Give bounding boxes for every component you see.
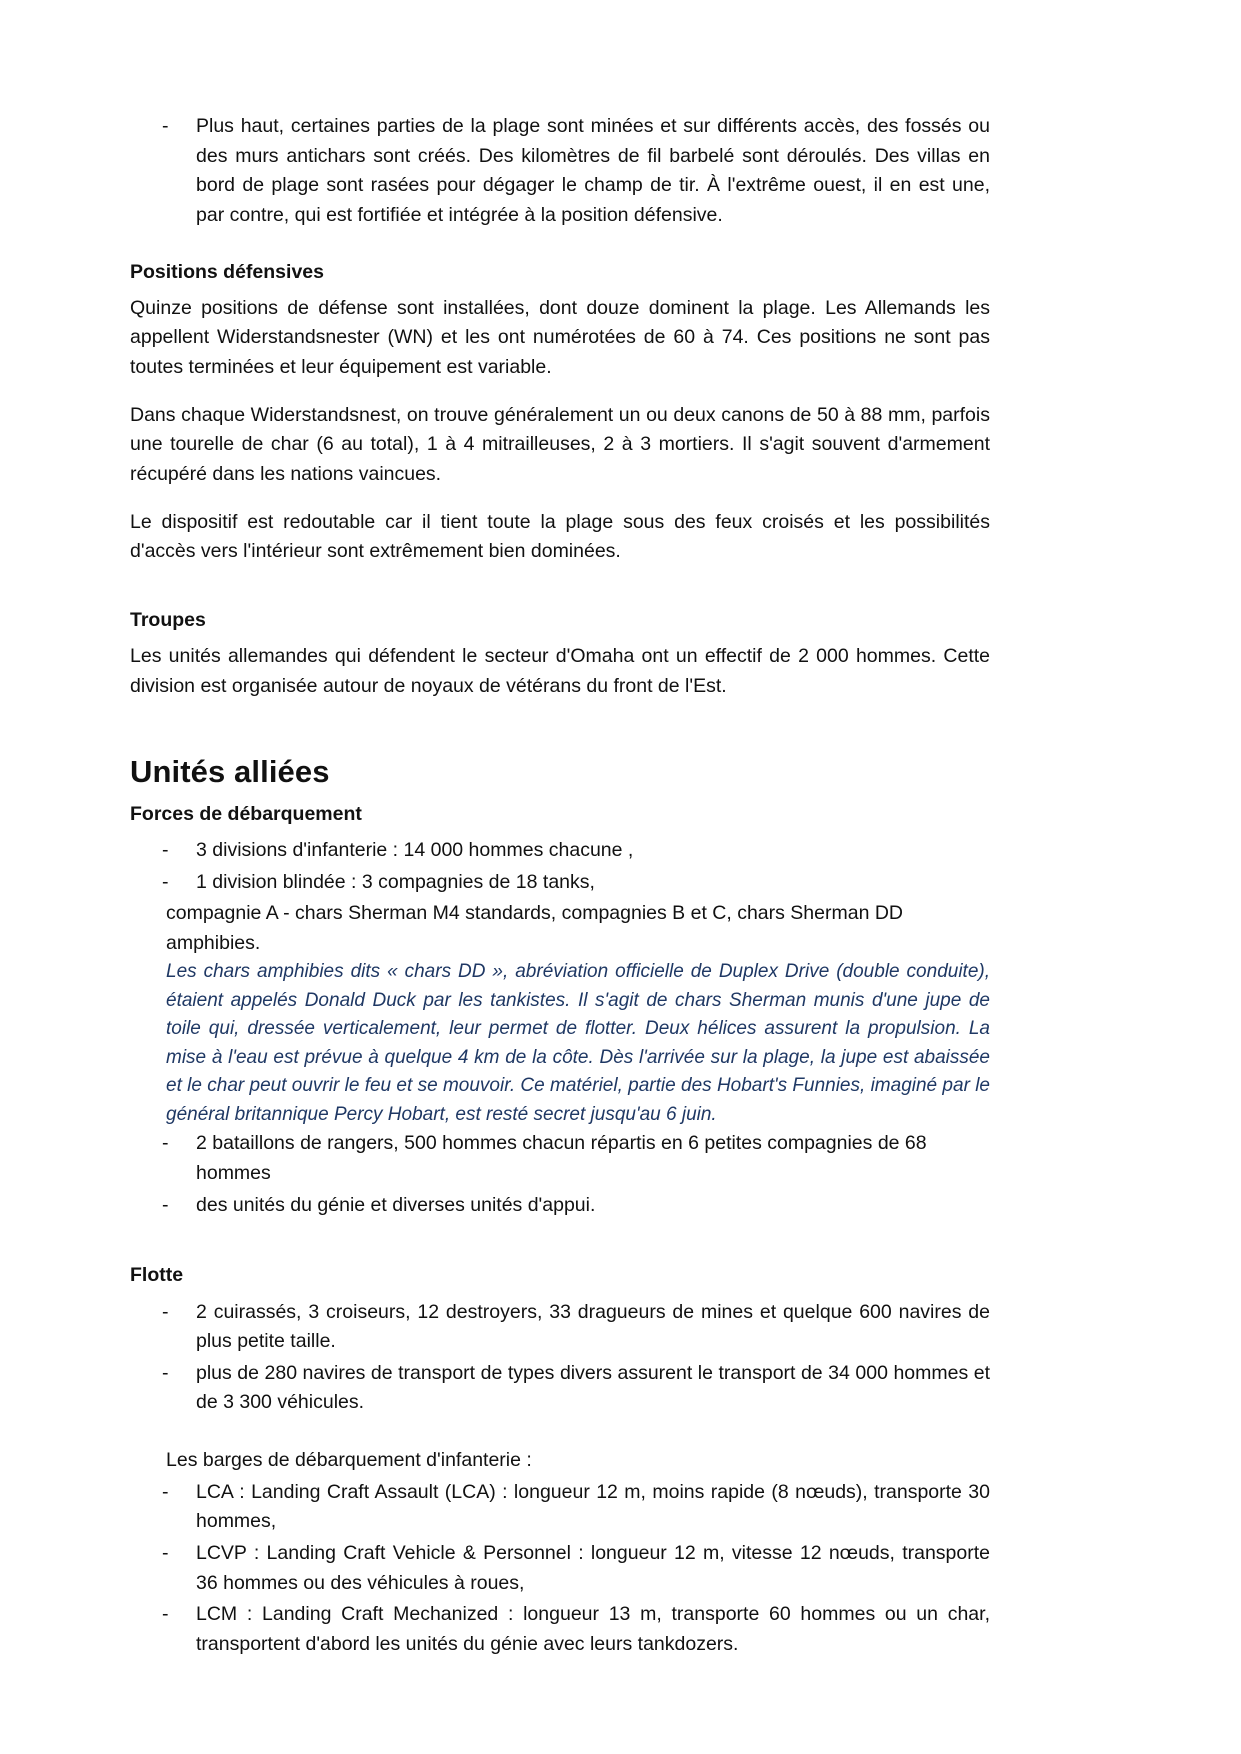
paragraph: Quinze positions de défense sont installées, dont douze dominent la plage. Les Allemands les appellent Widerstandsnester (WN) et les ont numérotées de 60 à 74. Ces positions ne sont pas toutes terminées et leur équipement est variable.: [130, 296, 990, 379]
list-item-label: LCVP : Landing Craft Vehicle & Personnel : longueur 12 m, vitesse 12 nœuds, transporte 36 hommes ou des véhicules à roues,: [196, 1541, 990, 1594]
dash-bullet-icon: -: [162, 1132, 169, 1155]
list-item: [130, 1600, 990, 1659]
dash-bullet-icon: -: [162, 838, 169, 861]
dash-bullet-icon: -: [162, 1603, 169, 1626]
dash-bullet-icon: -: [162, 1541, 169, 1564]
forces-continuation-line: compagnie A - chars Sherman M4 standards, compagnies B et C, chars Sherman DD amphibies.: [166, 902, 904, 954]
list-item: [130, 1191, 990, 1221]
document-content: [130, 112, 990, 1659]
list-item: [130, 836, 990, 866]
spacer: [130, 567, 990, 607]
dash-bullet-icon: -: [162, 1480, 169, 1503]
list-item-label: 1 division blindée : 3 compagnies de 18 tanks,: [196, 870, 595, 893]
list-item-label: LCA : Landing Craft Assault (LCA) : longueur 12 m, moins rapide (8 nœuds), transporte 30 hommes,: [196, 1480, 990, 1533]
list-item-label: 3 divisions d'infanterie : 14 000 hommes chacune ,: [196, 838, 634, 861]
barges-bullet-list: [130, 1478, 990, 1660]
section-heading-forces-de-debarquement: Forces de débarquement: [130, 802, 362, 825]
list-item: [130, 112, 990, 231]
dash-bullet-icon: -: [162, 115, 169, 137]
dd-tanks-note: Les chars amphibies dits « chars DD », abréviation officielle de Duplex Drive (double conduite), étaient appelés Donald Duck par les tankistes. Il s'agit de chars Sherman munis d'une jupe de toile qui, dressée verticalement, leur permet de flotter. Deux hélices assurent la propulsion. La mise à l'eau est prévue à quelque 4 km de la côte. Dès l'arrivée sur la plage, la jupe est abaissée et le char peut ouvrir le feu et se mouvoir. Ce matériel, partie des Hobart's Funnies, imaginé par le général britannique Percy Hobart, est resté secret jusqu'au 6 juin.: [166, 961, 990, 1125]
list-item: [130, 868, 990, 898]
list-item-label: plus de 280 navires de transport de types divers assurent le transport de 34 000 hommes et de 3 300 véhicules.: [196, 1361, 990, 1414]
list-item: [130, 1129, 990, 1188]
list-item: [130, 1359, 990, 1418]
flotte-bullet-list: [130, 1298, 990, 1419]
list-item: [130, 1298, 990, 1357]
dash-bullet-icon: -: [162, 870, 169, 893]
section-heading-flotte: Flotte: [130, 1264, 184, 1287]
list-item-label: des unités du génie et diverses unités d'appui.: [196, 1193, 596, 1216]
paragraph: Les unités allemandes qui défendent le secteur d'Omaha ont un effectif de 2 000 hommes. Cette division est organisée autour de noyaux de vétérans du front de l'Est.: [130, 645, 990, 697]
intro-bullet-list: [130, 112, 990, 231]
paragraph: Dans chaque Widerstandsnest, on trouve généralement un ou deux canons de 50 à 88 mm, parfois une tourelle de char (6 au total), 1 à 4 mitrailleuses, 2 à 3 mortiers. Il s'agit souvent d'armement récupéré dans les nations vaincues.: [130, 403, 990, 485]
section-heading-troupes: Troupes: [130, 608, 206, 631]
section-heading-positions-defensives: Positions défensives: [130, 260, 324, 283]
intro-bullet-text: Plus haut, certaines parties de la plage sont minées et sur différents accès, des fossés ou des murs antichars sont créés. Des kilomètres de fil barbelé sont déroulés. Des villas en bord de plage sont rasées pour dégager le champ de tir. À l'extrême ouest, il en est une, par contre, qui est fortifiée et intégrée à la position défensive.: [196, 115, 990, 226]
dash-bullet-icon: -: [162, 1361, 169, 1384]
spacer: [130, 1420, 990, 1446]
barges-lead-line: Les barges de débarquement d'infanterie :: [166, 1449, 532, 1472]
dash-bullet-icon: -: [162, 1300, 169, 1323]
forces-bullet-list-top: [130, 836, 990, 897]
spacer: [130, 233, 990, 259]
paragraph: Le dispositif est redoutable car il tient toute la plage sous des feux croisés et les possibilités d'accès vers l'intérieur sont extrêmement bien dominées.: [130, 510, 990, 563]
list-item-label: LCM : Landing Craft Mechanized : longueur 13 m, transporte 60 hommes ou un char, transportent d'abord les unités du génie avec leurs tankdozers.: [196, 1603, 990, 1655]
forces-bullet-list-bottom: [130, 1129, 990, 1220]
list-item: [130, 1539, 990, 1598]
list-item: [130, 1478, 990, 1537]
list-item-label: 2 cuirassés, 3 croiseurs, 12 destroyers, 33 dragueurs de mines et quelque 600 navires de plus petite taille.: [196, 1300, 990, 1353]
page-title-unites-alliees: Unités alliées: [130, 754, 330, 790]
spacer: [130, 701, 990, 753]
dash-bullet-icon: -: [162, 1193, 169, 1216]
spacer: [130, 1222, 990, 1262]
list-item-label: 2 bataillons de rangers, 500 hommes chacun répartis en 6 petites compagnies de 68 hommes: [196, 1132, 927, 1184]
